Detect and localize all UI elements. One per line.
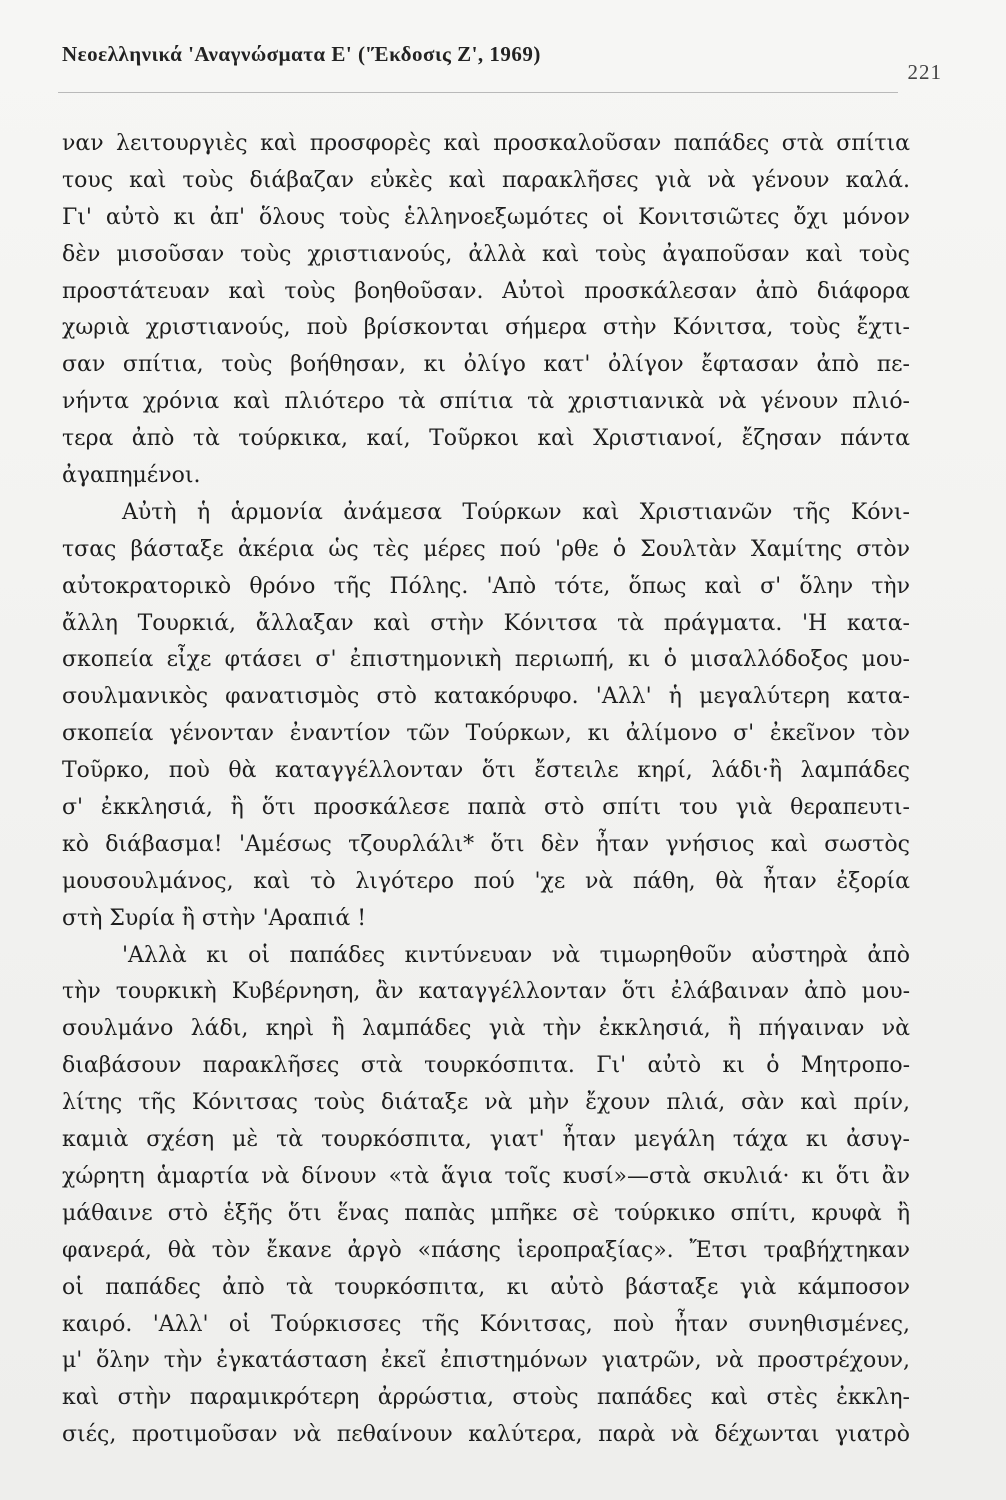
text-line: σουλμανικὸς φανατισμὸς στὸ κατακόρυφο. 'Αλλ' ἡ μεγαλύτερη κατα- — [62, 684, 910, 710]
text-line: σκοπεία γένονταν ἐναντίον τῶν Τούρκων, κι ἀλίμονο σ' ἐκεῖνον τὸν — [62, 721, 910, 747]
text-line: σ' ἐκκλησιά, ἢ ὅτι προσκάλεσε παπὰ στὸ σπίτι του γιὰ θεραπευτι- — [62, 795, 910, 821]
body-text — [62, 126, 910, 1454]
running-head: Νεοελληνικά 'Αναγνώσματα Ε' ('Έκδοσις Ζ', 1969) — [62, 42, 541, 66]
text-line: προστάτευαν καὶ τοὺς βοηθοῦσαν. Αὐτοὶ προσκάλεσαν ἀπὸ διάφορα — [62, 278, 910, 304]
text-line: σουλμάνο λάδι, κηρὶ ἢ λαμπάδες γιὰ τὴν ἐκκλησιά, ἢ πήγαιναν νὰ — [62, 1016, 910, 1042]
text-line: τερα ἀπὸ τὰ τούρκικα, καί, Τοῦρκοι καὶ Χριστιανοί, ἔζησαν πάντα — [62, 426, 910, 452]
text-line: ἀγαπημένοι. — [62, 463, 201, 489]
text-line: μ' ὅλην τὴν ἐγκατάσταση ἐκεῖ ἐπιστημόνων γιατρῶν, νὰ προστρέχουν, — [62, 1348, 910, 1374]
text-line: ἄλλη Τουρκιά, ἄλλαξαν καὶ στὴν Κόνιτσα τὰ πράγματα. 'Η κατα- — [62, 610, 910, 636]
text-line: ναν λειτουργιὲς καὶ προσφορὲς καὶ προσκαλοῦσαν παπάδες στὰ σπίτια — [62, 131, 910, 156]
text-line: καιρό. 'Αλλ' οἱ Τούρκισσες τῆς Κόνιτσας, ποὺ ἦταν συνηθισμένες, — [62, 1311, 910, 1337]
page-header — [62, 36, 942, 84]
paragraph-start-line: Αὐτὴ ἡ ἁρμονία ἀνάμεσα Τούρκων καὶ Χριστιανῶν τῆς Κόνι- — [122, 499, 910, 525]
text-line: τὴν τουρκικὴ Κυβέρνηση, ἂν καταγγέλλονταν ὅτι ἐλάβαιναν ἀπὸ μου- — [62, 979, 910, 1005]
text-line: κὸ διάβασμα! 'Αμέσως τζουρλάλι* ὅτι δὲν ἦταν γνήσιος καὶ σωστὸς — [62, 831, 910, 857]
text-line: τσας βάσταξε ἀκέρια ὡς τὲς μέρες πού 'ρθε ὁ Σουλτὰν Χαμίτης στὸν — [62, 536, 910, 562]
text-line: Γι' αὐτὸ κι ἀπ' ὅλους τοὺς ἑλληνοεξωμότες οἱ Κονιτσιῶτες ὄχι μόνον — [62, 204, 910, 230]
page-number: 221 — [907, 60, 942, 84]
text-line: χώρητη ἁμαρτία νὰ δίνουν «τὰ ἅγια τοῖς κυσί»—στὰ σκυλιά· κι ὅτι ἂν — [62, 1163, 910, 1189]
text-line: καμιὰ σχέση μὲ τὰ τουρκόσπιτα, γιατ' ἦταν μεγάλη τάχα κι ἀσυγ- — [62, 1127, 910, 1153]
text-line: καὶ στὴν παραμικρότερη ἀρρώστια, στοὺς παπάδες καὶ στὲς ἐκκλη- — [62, 1385, 910, 1411]
paragraph-start-line: 'Αλλὰ κι οἱ παπάδες κιντύνευαν νὰ τιμωρηθοῦν αὐστηρὰ ἀπὸ — [122, 942, 910, 968]
text-line: σκοπεία εἶχε φτάσει σ' ἐπιστημονικὴ περιωπή, κι ὁ μισαλλόδοξος μου- — [62, 647, 910, 673]
header-rule — [58, 92, 898, 93]
text-line: μάθαινε στὸ ἑξῆς ὅτι ἕνας παπὰς μπῆκε σὲ τούρκικο σπίτι, κρυφὰ ἢ — [62, 1200, 910, 1226]
text-line: αὐτοκρατορικὸ θρόνο τῆς Πόλης. 'Απὸ τότε, ὅπως καὶ σ' ὅλην τὴν — [62, 573, 910, 599]
text-line: σιές, προτιμοῦσαν νὰ πεθαίνουν καλύτερα, παρὰ νὰ δέχωνται γιατρὸ — [62, 1422, 910, 1448]
text-line: νήντα χρόνια καὶ πλιότερο τὰ σπίτια τὰ χριστιανικὰ νὰ γένουν πλιό- — [62, 389, 910, 415]
text-line: μουσουλμάνος, καὶ τὸ λιγότερο πού 'χε νὰ πάθη, θὰ ἦταν ἐξορία — [62, 868, 910, 894]
text-line: φανερά, θὰ τὸν ἔκανε ἀργὸ «πάσης ἱεροπραξίας». Ἔτσι τραβήχτηκαν — [62, 1237, 910, 1263]
text-line: χωριὰ χριστιανούς, ποὺ βρίσκονται σήμερα στὴν Κόνιτσα, τοὺς ἔχτι- — [62, 315, 910, 341]
text-line: Τοῦρκο, ποὺ θὰ καταγγέλλονταν ὅτι ἔστειλε κηρί, λάδι·ἢ λαμπάδες — [62, 758, 910, 784]
text-line: διαβάσουν παρακλῆσες στὰ τουρκόσπιτα. Γι' αὐτὸ κι ὁ Μητροπο- — [62, 1053, 910, 1079]
text-line: οἱ παπάδες ἀπὸ τὰ τουρκόσπιτα, κι αὐτὸ βάσταξε γιὰ κάμποσον — [62, 1274, 910, 1300]
text-line: σαν σπίτια, τοὺς βοήθησαν, κι ὀλίγο κατ' ὀλίγον ἔφτασαν ἀπὸ πε- — [62, 352, 910, 378]
text-line: λίτης τῆς Κόνιτσας τοὺς διάταξε νὰ μὴν ἔχουν πλιά, σὰν καὶ πρίν, — [62, 1090, 910, 1116]
text-line: στὴ Συρία ἢ στὴν 'Αραπιά ! — [62, 905, 367, 931]
text-line: τους καὶ τοὺς διάβαζαν εὐκὲς καὶ παρακλῆσες γιὰ νὰ γένουν καλά. — [62, 167, 910, 193]
text-line: δὲν μισοῦσαν τοὺς χριστιανούς, ἀλλὰ καὶ τοὺς ἀγαποῦσαν καὶ τοὺς — [62, 241, 910, 267]
